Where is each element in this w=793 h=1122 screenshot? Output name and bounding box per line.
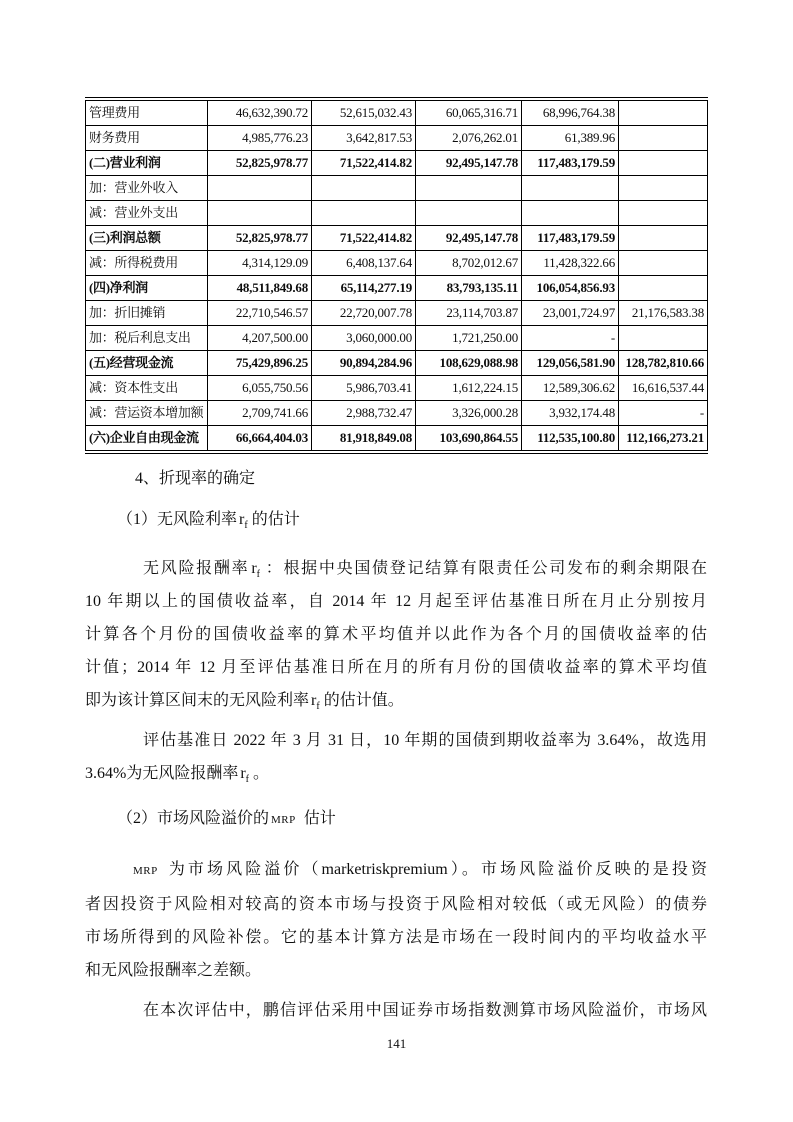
- table-row-subtotal: [86, 226, 708, 251]
- value-cell: 90,894,284.96: [312, 351, 416, 376]
- table-row: [86, 251, 708, 276]
- line-text: 计算各个月份的国债收益率的算术平均值并以此作为各个月的国债收益率的估: [85, 626, 707, 643]
- value-cell: 128,782,810.66: [619, 351, 708, 376]
- body-text: [85, 462, 707, 1027]
- value-cell: 52,615,032.43: [312, 99, 416, 126]
- row-label: 加：折旧摊销: [86, 301, 208, 326]
- value-cell: 3,060,000.00: [312, 326, 416, 351]
- table-row: [86, 176, 708, 201]
- value-cell: [208, 201, 312, 226]
- table-row-total: [86, 426, 708, 453]
- line-text: 无风险报酬率: [143, 560, 250, 577]
- value-cell: 108,629,088.98: [416, 351, 522, 376]
- value-cell: [619, 251, 708, 276]
- row-label: 财务费用: [86, 126, 208, 151]
- value-cell: 106,054,856.93: [522, 276, 619, 301]
- line-text: 的估计值。: [323, 692, 404, 709]
- paragraph-mrp-definition: [85, 853, 707, 987]
- paragraph-line: [85, 651, 707, 684]
- line-text: 者因投资于风险相对较高的资本市场与投资于风险相对较低（或无风险）的债券: [85, 896, 707, 913]
- table-row: [86, 326, 708, 351]
- paragraph-line: [85, 684, 707, 717]
- line-text: 为市场风险溢价（marketriskpremium）。市场风险溢价反映的是投资: [165, 861, 707, 878]
- subheading-market-risk-premium: [85, 802, 707, 837]
- table-row: [86, 376, 708, 401]
- value-cell: 3,932,174.48: [522, 401, 619, 426]
- value-cell: 129,056,581.90: [522, 351, 619, 376]
- value-cell: 112,535,100.80: [522, 426, 619, 453]
- value-cell: [312, 176, 416, 201]
- table-row: [86, 126, 708, 151]
- value-cell: 21,176,583.38: [619, 301, 708, 326]
- table-row: [86, 99, 708, 126]
- value-cell: 66,664,404.03: [208, 426, 312, 453]
- paragraph-line: [85, 757, 707, 790]
- value-cell: [208, 176, 312, 201]
- value-cell: 11,428,322.66: [522, 251, 619, 276]
- heading-text: （1）无风险利率: [117, 511, 238, 528]
- rf-subscript: f: [244, 520, 248, 532]
- value-cell: 12,589,306.62: [522, 376, 619, 401]
- value-cell: 1,612,224.15: [416, 376, 522, 401]
- line-text: 和无风险报酬率之差额。: [85, 962, 262, 979]
- table-row: [86, 301, 708, 326]
- row-label: (四)净利润: [86, 276, 208, 301]
- subheading-risk-free-rate: [85, 503, 707, 536]
- value-cell: 71,522,414.82: [312, 226, 416, 251]
- value-cell: 52,825,978.77: [208, 226, 312, 251]
- value-cell: 68,996,764.38: [522, 99, 619, 126]
- value-cell: 103,690,864.55: [416, 426, 522, 453]
- paragraph-line: [85, 724, 707, 757]
- paragraph-line: [85, 585, 707, 618]
- row-label: 减：营业外支出: [86, 201, 208, 226]
- heading-discount-rate: [85, 462, 707, 495]
- heading-text: （2）市场风险溢价的: [117, 810, 270, 827]
- page-number: 141: [386, 1036, 407, 1051]
- rf-subscript: f: [256, 569, 260, 581]
- value-cell: 23,001,724.97: [522, 301, 619, 326]
- line-text: 在本次评估中，鹏信评估采用中国证券市场指数测算市场风险溢价，市场风: [143, 1002, 707, 1019]
- paragraph-line: [85, 618, 707, 651]
- value-cell: 8,702,012.67: [416, 251, 522, 276]
- value-cell: 61,389.96: [522, 126, 619, 151]
- paragraph-line: [85, 954, 707, 987]
- value-cell: -: [522, 326, 619, 351]
- table-row-subtotal: [86, 151, 708, 176]
- value-cell: 6,408,137.64: [312, 251, 416, 276]
- value-cell: [312, 201, 416, 226]
- value-cell: 71,522,414.82: [312, 151, 416, 176]
- paragraph-line: [85, 994, 707, 1027]
- value-cell: 2,988,732.47: [312, 401, 416, 426]
- rf-subscript: f: [316, 701, 320, 713]
- value-cell: 117,483,179.59: [522, 226, 619, 251]
- value-cell: 83,793,135.11: [416, 276, 522, 301]
- row-label: (五)经营现金流: [86, 351, 208, 376]
- value-cell: 65,114,277.19: [312, 276, 416, 301]
- value-cell: [416, 201, 522, 226]
- row-label: 减：营运资本增加额: [86, 401, 208, 426]
- value-cell: [619, 201, 708, 226]
- value-cell: 112,166,273.21: [619, 426, 708, 453]
- rf-symbol: r: [251, 560, 257, 577]
- value-cell: 117,483,179.59: [522, 151, 619, 176]
- line-text: 评估基准日 2022 年 3 月 31 日，10 年期的国债到期收益率为 3.64%，故选用: [143, 732, 707, 749]
- value-cell: 2,076,262.01: [416, 126, 522, 151]
- row-label: (二)营业利润: [86, 151, 208, 176]
- line-text: ：根据中央国债登记结算有限责任公司发布的剩余期限在: [264, 560, 707, 577]
- line-text: 。: [253, 765, 270, 782]
- row-label: (三)利润总额: [86, 226, 208, 251]
- free-cash-flow-table: [85, 97, 708, 454]
- line-text: 市场所得到的风险补偿。它的基本计算方法是市场在一段时间内的平均收益水平: [85, 929, 707, 946]
- value-cell: 23,114,703.87: [416, 301, 522, 326]
- value-cell: 92,495,147.78: [416, 151, 522, 176]
- line-text: 计值；2014 年 12 月至评估基准日所在月的所有月份的国债收益率的算术平均值: [85, 659, 707, 676]
- row-label: 减：所得税费用: [86, 251, 208, 276]
- rf-symbol: r: [240, 765, 246, 782]
- heading-text: 估计: [303, 810, 336, 827]
- value-cell: 81,918,849.08: [312, 426, 416, 453]
- table-row: [86, 201, 708, 226]
- row-label: 减：资本性支出: [86, 376, 208, 401]
- value-cell: 22,720,007.78: [312, 301, 416, 326]
- value-cell: [619, 176, 708, 201]
- value-cell: [619, 226, 708, 251]
- value-cell: 22,710,546.57: [208, 301, 312, 326]
- paragraph-line: [85, 888, 707, 921]
- heading-text: 4、折现率的确定: [135, 470, 256, 487]
- value-cell: 52,825,978.77: [208, 151, 312, 176]
- paragraph-mrp-measurement: [85, 994, 707, 1027]
- value-cell: 92,495,147.78: [416, 226, 522, 251]
- table-row: [86, 401, 708, 426]
- value-cell: [522, 176, 619, 201]
- paragraph-line: [85, 853, 707, 888]
- table-row-subtotal: [86, 351, 708, 376]
- value-cell: [619, 151, 708, 176]
- row-label: (六)企业自由现金流: [86, 426, 208, 453]
- row-label: 管理费用: [86, 99, 208, 126]
- rf-symbol: r: [311, 692, 317, 709]
- value-cell: 48,511,849.68: [208, 276, 312, 301]
- rf-symbol: r: [239, 511, 245, 528]
- paragraph-risk-free-method: [85, 552, 707, 717]
- rf-subscript: f: [245, 774, 250, 786]
- value-cell: 3,326,000.28: [416, 401, 522, 426]
- value-cell: [619, 99, 708, 126]
- value-cell: [619, 126, 708, 151]
- value-cell: 5,986,703.41: [312, 376, 416, 401]
- line-text: 即为该计算区间末的无风险利率: [85, 692, 310, 709]
- table-row-subtotal: [86, 276, 708, 301]
- mrp-abbreviation: MRP: [133, 865, 158, 877]
- line-text: 3.64%为无风险报酬率: [85, 765, 239, 782]
- value-cell: [619, 276, 708, 301]
- line-text: 10 年期以上的国债收益率，自 2014 年 12 月起至评估基准日所在月止分别按月: [85, 593, 707, 610]
- value-cell: 46,632,390.72: [208, 99, 312, 126]
- heading-text: 的估计: [251, 511, 300, 528]
- paragraph-base-date-yield: [85, 724, 707, 790]
- page-content: [85, 97, 707, 1027]
- value-cell: -: [619, 401, 708, 426]
- row-label: 加：营业外收入: [86, 176, 208, 201]
- row-label: 加：税后利息支出: [86, 326, 208, 351]
- value-cell: [416, 176, 522, 201]
- value-cell: 6,055,750.56: [208, 376, 312, 401]
- value-cell: 60,065,316.71: [416, 99, 522, 126]
- paragraph-line: [85, 921, 707, 954]
- value-cell: 4,985,776.23: [208, 126, 312, 151]
- value-cell: 16,616,537.44: [619, 376, 708, 401]
- value-cell: [522, 201, 619, 226]
- value-cell: 75,429,896.25: [208, 351, 312, 376]
- value-cell: [619, 326, 708, 351]
- paragraph-line: [85, 552, 707, 585]
- value-cell: 4,314,129.09: [208, 251, 312, 276]
- value-cell: 1,721,250.00: [416, 326, 522, 351]
- value-cell: 3,642,817.53: [312, 126, 416, 151]
- value-cell: 4,207,500.00: [208, 326, 312, 351]
- value-cell: 2,709,741.66: [208, 401, 312, 426]
- mrp-abbreviation: MRP: [271, 814, 296, 826]
